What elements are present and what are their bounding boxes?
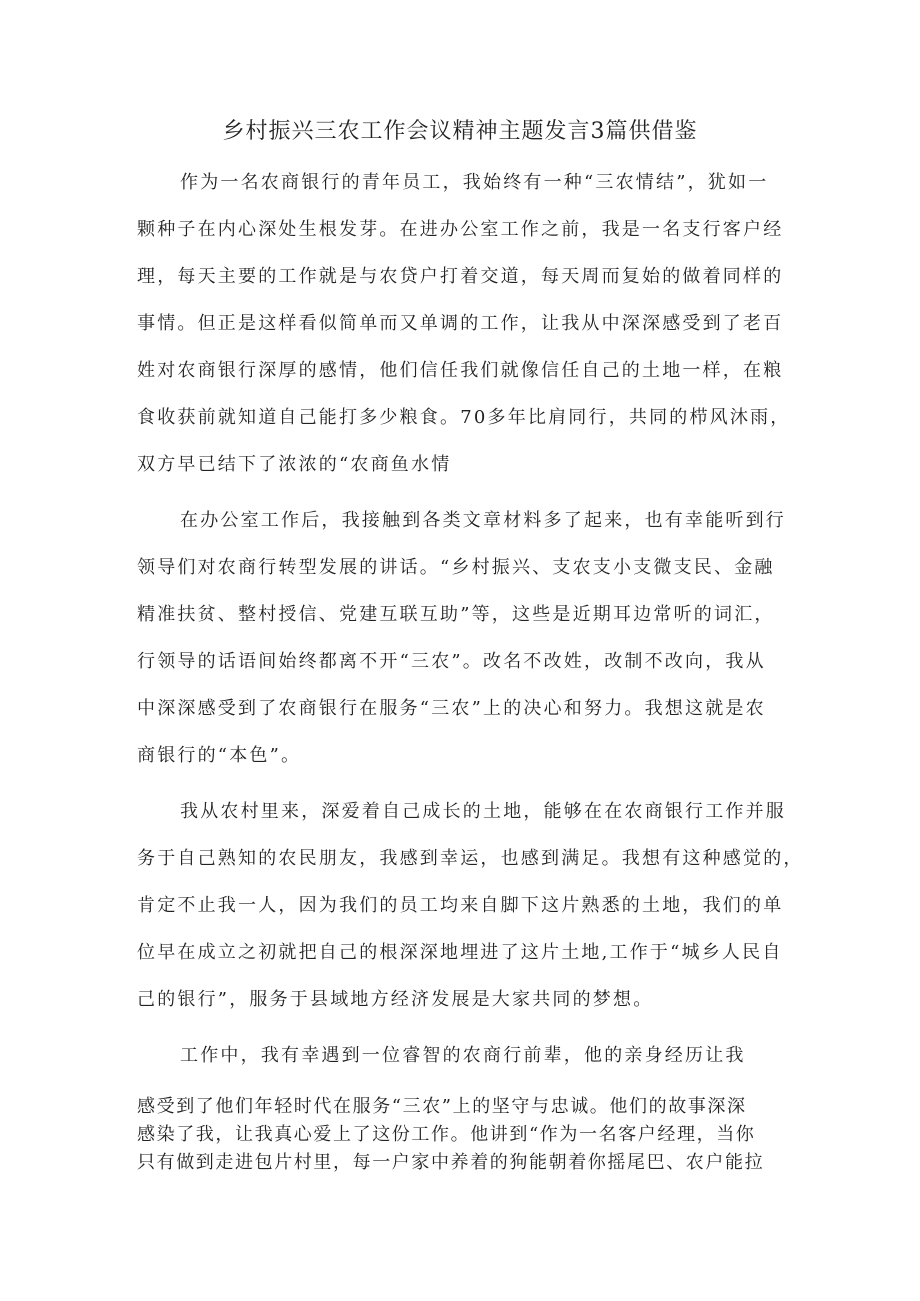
p1-line-4: 事情。但正是这样看似简单而又单调的工作，让我从中深深感受到了老百	[137, 313, 784, 334]
p2-line-3: 精准扶贫、整村授信、党建互联互助”等，这些是近期耳边常听的词汇，	[137, 604, 775, 625]
p2-line-5: 中深深感受到了农商银行在服务“三农”上的决心和努力。我想这就是农	[137, 698, 766, 719]
p2-line-1: 在办公室工作后，我接触到各类文章材料多了起来，也有幸能听到行	[180, 510, 786, 531]
p3-line-2: 务于自己熟知的农民朋友，我感到幸运，也感到满足。我想有这种感觉的，	[137, 848, 804, 869]
p5-line-3: 只有做到走进包片村里，每一户家中养着的狗能朝着你摇尾巴、农户能拉	[137, 1152, 765, 1173]
p1-line-1: 作为一名农商银行的青年员工，我始终有一种“三农情结”，犹如一	[180, 172, 769, 193]
p2-line-4: 行领导的话语间始终都离不开“三农”。改名不改姓，改制不改向，我从	[137, 651, 766, 672]
p1-line-2: 颗种子在内心深处生根发芽。在进办公室工作之前，我是一名支行客户经	[137, 219, 784, 240]
p1-line-5: 姓对农商银行深厚的感情，他们信任我们就像信任自己的土地一样，在粮	[137, 360, 784, 381]
p3-line-3: 肯定不止我一人，因为我们的员工均来自脚下这片熟悉的土地，我们的单	[137, 895, 784, 916]
document-title: 乡村振兴三农工作会议精神主题发言3篇供借鉴	[222, 119, 698, 144]
p4-line-1: 工作中，我有幸遇到一位睿智的农商行前辈，他的亲身经历让我	[180, 1045, 746, 1066]
p5-line-1: 感受到了他们年轻时代在服务“三农”上的坚守与忠诚。他们的故事深深	[137, 1096, 747, 1117]
p1-line-7: 双方早已结下了浓浓的“农商鱼水情	[137, 454, 452, 475]
p2-line-2: 领导们对农商行转型发展的讲话。“乡村振兴、支农支小支微支民、金融	[137, 557, 775, 578]
p1-line-6: 食收获前就知道自己能打多少粮食。70多年比肩同行，共同的栉风沐雨，	[137, 407, 791, 428]
p2-line-6: 商银行的“本色”。	[137, 745, 302, 766]
p1-line-3: 理，每天主要的工作就是与农贷户打着交道，每天周而复始的做着同样的	[137, 266, 784, 287]
p3-line-5: 己的银行”，服务于县域地方经济发展是大家共同的梦想。	[137, 989, 654, 1010]
p3-line-4: 位早在成立之初就把自己的根深深地埋进了这片土地,工作于“城乡人民自	[137, 942, 783, 963]
p5-line-2: 感染了我，让我真心爱上了这份工作。他讲到“作为一名客户经理，当你	[137, 1124, 756, 1145]
p3-line-1: 我从农村里来，深爱着自己成长的土地，能够在在农商银行工作并服	[180, 801, 786, 822]
